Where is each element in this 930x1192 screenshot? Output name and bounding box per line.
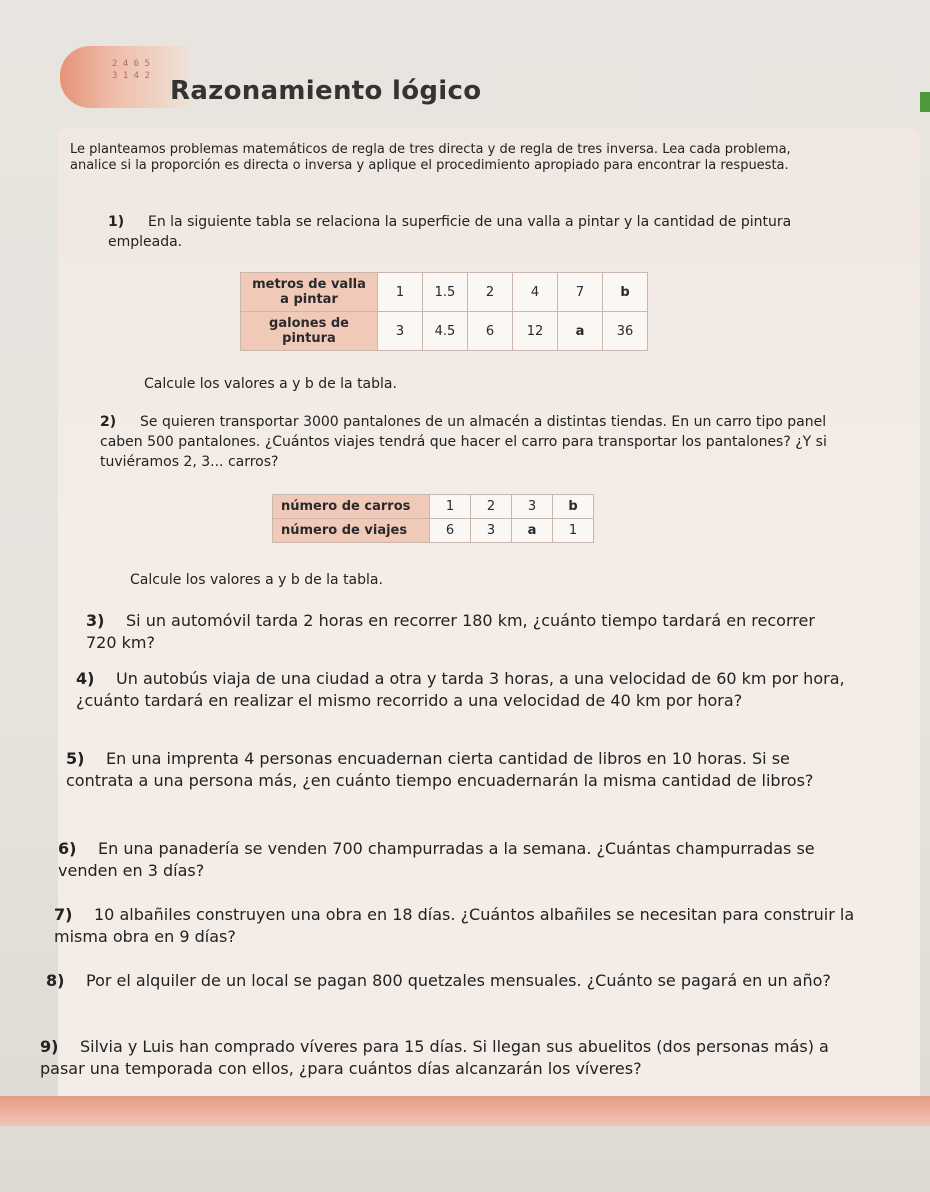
question-number: 8) (46, 971, 65, 990)
question-4 (76, 668, 850, 712)
row-header: número de carros (273, 495, 430, 519)
question-number: 4) (76, 669, 95, 688)
table-carros-viajes (272, 494, 594, 543)
table-cell: 3 (512, 495, 553, 519)
table-cell: 4 (513, 273, 558, 312)
table-row (241, 273, 648, 312)
table-cell: b (603, 273, 648, 312)
table-cell: 3 (378, 312, 423, 351)
question-number: 2) (100, 414, 117, 430)
logo-grid (112, 58, 150, 82)
question-number: 9) (40, 1037, 59, 1056)
green-tab-marker (920, 92, 930, 112)
question-text: En una imprenta 4 personas encuadernan cierta cantidad de libros en 10 horas. Si se contrata a una persona más, ¿en cuánto tiempo encuadernarán la misma cantidad de libros? (66, 749, 814, 790)
table-cell: a (558, 312, 603, 351)
table-cell: 4.5 (423, 312, 468, 351)
table-cell: 6 (468, 312, 513, 351)
header (40, 40, 900, 110)
question-text: 10 albañiles construyen una obra en 18 días. ¿Cuántos albañiles se necesitan para construir la misma obra en 9 días? (54, 905, 855, 946)
intro-text: Le planteamos problemas matemáticos de regla de tres directa y de regla de tres inversa. Lea cada problema, analice si la proporción es directa o inversa y aplique el procedimiento apropiado para encontrar la respuesta. (70, 142, 791, 173)
logo-grid-row: 3 1 4 2 (112, 71, 150, 81)
question-text: Silvia y Luis han comprado víveres para 15 días. Si llegan sus abuelitos (dos personas más) a pasar una temporada con ellos, ¿para cuántos días alcanzarán los víveres? (40, 1037, 829, 1078)
row-header: número de viajes (273, 519, 430, 543)
question-8 (46, 970, 866, 992)
question-7 (54, 904, 864, 948)
table-cell: 6 (430, 519, 471, 543)
question-text: Por el alquiler de un local se pagan 800 quetzales mensuales. ¿Cuánto se pagará en un año? (86, 971, 831, 990)
table-cell: a (512, 519, 553, 543)
table-cell: 7 (558, 273, 603, 312)
table-row (241, 312, 648, 351)
question-6 (58, 838, 858, 882)
page-title: Razonamiento lógico (170, 76, 482, 106)
question-text: Si un automóvil tarda 2 horas en recorrer 180 km, ¿cuánto tiempo tardará en recorrer 720 km? (86, 611, 815, 652)
table-cell: 36 (603, 312, 648, 351)
logo-grid-row: 2 4 6 5 (112, 59, 150, 69)
question-text: En la siguiente tabla se relaciona la superficie de una valla a pintar y la cantidad de pintura empleada. (108, 214, 792, 250)
question-2 (100, 412, 830, 472)
table-cell: 1 (378, 273, 423, 312)
table-valla-pintura (240, 272, 648, 351)
table-cell: 1 (553, 519, 594, 543)
table-cell: b (553, 495, 594, 519)
table-cell: 2 (471, 495, 512, 519)
question-5 (66, 748, 850, 792)
question-number: 5) (66, 749, 85, 768)
question-1-instruction: Calcule los valores a y b de la tabla. (144, 376, 397, 392)
table-cell: 2 (468, 273, 513, 312)
question-text: Se quieren transportar 3000 pantalones de un almacén a distintas tiendas. En un carro tipo panel caben 500 pantalones. ¿Cuántos viajes tendrá que hacer el carro para transportar los pantalones? ¿Y si tuviéramos 2, 3... carros? (100, 414, 827, 470)
row-header: galones de pintura (241, 312, 378, 351)
question-number: 7) (54, 905, 73, 924)
table-cell: 3 (471, 519, 512, 543)
table-cell: 12 (513, 312, 558, 351)
table-cell: 1 (430, 495, 471, 519)
table-cell: 1.5 (423, 273, 468, 312)
question-text: Un autobús viaja de una ciudad a otra y tarda 3 horas, a una velocidad de 60 km por hora, ¿cuánto tardará en realizar el mismo recorrido a una velocidad de 40 km por hora? (76, 669, 845, 710)
question-number: 6) (58, 839, 77, 858)
question-2-instruction: Calcule los valores a y b de la tabla. (130, 572, 383, 588)
question-9 (40, 1036, 870, 1080)
bottom-decorative-band (0, 1096, 930, 1126)
table-row (273, 495, 594, 519)
question-number: 1) (108, 214, 125, 230)
question-3 (86, 610, 840, 654)
question-1 (108, 212, 808, 252)
table-row (273, 519, 594, 543)
question-number: 3) (86, 611, 105, 630)
question-text: En una panadería se venden 700 champurradas a la semana. ¿Cuántas champurradas se venden en 3 días? (58, 839, 815, 880)
row-header: metros de valla a pintar (241, 273, 378, 312)
